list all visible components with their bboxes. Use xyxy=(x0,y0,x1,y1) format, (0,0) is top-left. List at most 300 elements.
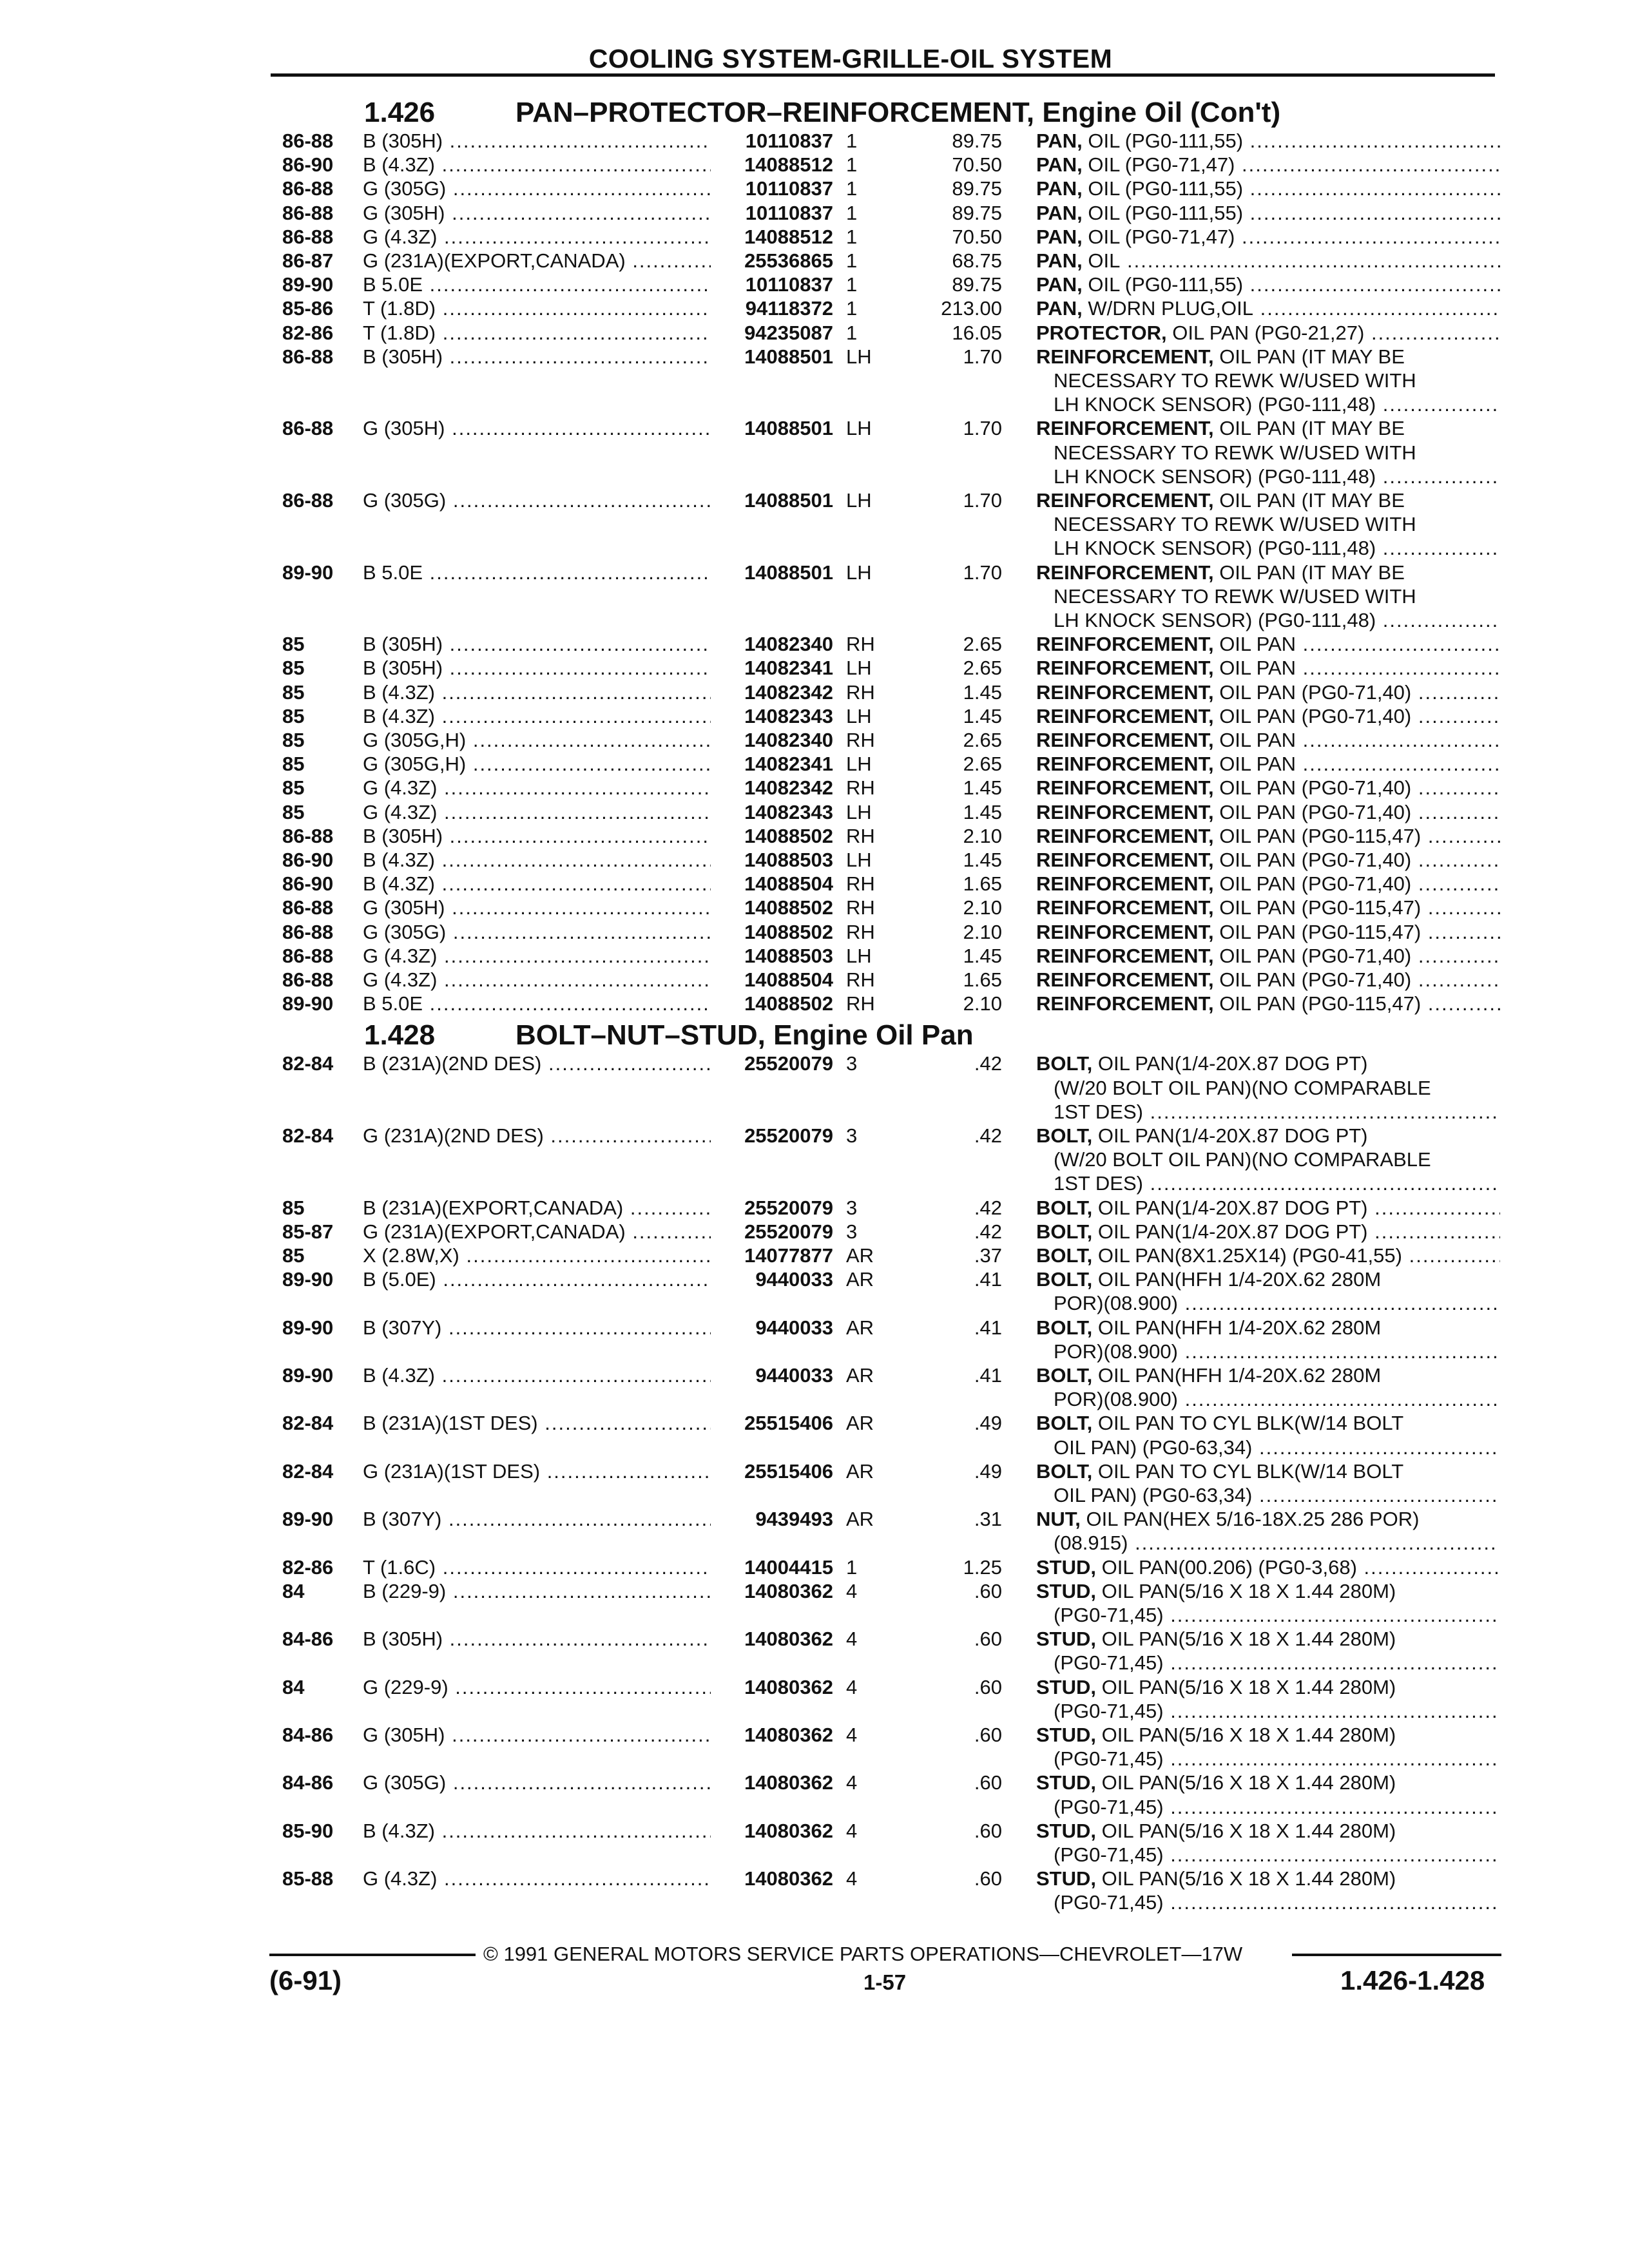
quantity: 3 xyxy=(846,1220,858,1243)
price: 1.70 xyxy=(963,489,1002,512)
part-name: REINFORCEMENT, xyxy=(1036,968,1214,991)
part-row xyxy=(0,776,1629,800)
model-year: 86-90 xyxy=(282,872,334,895)
part-number: 14077877 xyxy=(744,1244,833,1267)
part-description xyxy=(1036,225,1500,249)
part-description xyxy=(1036,1723,1500,1747)
description-continuation: OIL PAN) (PG0-63,34) ..... xyxy=(1054,1483,1498,1507)
part-name: STUD, xyxy=(1036,1556,1096,1579)
description-continuation: LH KNOCK SENSOR) (PG0-111,48) ..... xyxy=(1054,465,1498,488)
part-row xyxy=(0,416,1629,440)
quantity: LH xyxy=(846,801,872,823)
part-row-continuation xyxy=(0,1148,1629,1171)
quantity: AR xyxy=(846,1316,874,1339)
part-row-continuation xyxy=(0,1699,1629,1723)
quantity: LH xyxy=(846,753,872,775)
part-detail: OIL (PG0-111,55) xyxy=(1082,177,1244,200)
price: .42 xyxy=(974,1220,1002,1243)
price: 68.75 xyxy=(952,249,1002,272)
section-title: PAN–PROTECTOR–REINFORCEMENT, Engine Oil (Con't) xyxy=(516,97,1281,128)
quantity: AR xyxy=(846,1508,874,1530)
part-description xyxy=(1036,968,1500,992)
model-code: B (4.3Z) ..... xyxy=(363,153,711,177)
model-year: 82-84 xyxy=(282,1412,334,1434)
part-name: REINFORCEMENT, xyxy=(1036,945,1214,967)
part-number: 14082340 xyxy=(744,633,833,655)
part-row-continuation xyxy=(0,441,1629,465)
part-detail: OIL PAN(1/4-20X.87 DOG PT) xyxy=(1092,1196,1368,1219)
description-continuation: (W/20 BOLT OIL PAN)(NO COMPARABLE xyxy=(1054,1077,1431,1099)
part-row xyxy=(0,273,1629,296)
model-code: G (231A)(2ND DES) ..... xyxy=(363,1124,711,1148)
price: 1.45 xyxy=(963,849,1002,871)
part-row xyxy=(0,920,1629,944)
part-name: PAN, xyxy=(1036,130,1083,152)
part-number: 14088504 xyxy=(744,968,833,991)
part-row xyxy=(0,872,1629,896)
part-number: 10110837 xyxy=(745,130,833,152)
model-year: 86-87 xyxy=(282,249,334,272)
price: .37 xyxy=(974,1244,1002,1267)
part-row-continuation xyxy=(0,1340,1629,1363)
part-name: STUD, xyxy=(1036,1771,1096,1794)
part-row xyxy=(0,1819,1629,1843)
part-name: BOLT, xyxy=(1036,1124,1093,1147)
part-detail: OIL PAN(HFH 1/4-20X.62 280M xyxy=(1092,1364,1382,1387)
part-number: 14082342 xyxy=(744,776,833,799)
part-number: 14088502 xyxy=(744,825,833,847)
quantity: RH xyxy=(846,633,875,655)
part-name: BOLT, xyxy=(1036,1244,1093,1267)
description-continuation: (PG0-71,45) ..... xyxy=(1054,1747,1498,1771)
model-year: 86-88 xyxy=(282,202,334,224)
description-continuation: POR)(08.900) ..... xyxy=(1054,1291,1498,1315)
part-description xyxy=(1036,153,1500,177)
model-code: B (4.3Z) ..... xyxy=(363,848,711,872)
price: 70.50 xyxy=(952,153,1002,176)
part-name: REINFORCEMENT, xyxy=(1036,825,1214,847)
model-code: G (231A)(EXPORT,CANADA) ..... xyxy=(363,1220,711,1244)
part-detail: OIL (PG0-111,55) xyxy=(1082,130,1244,152)
part-row-continuation xyxy=(0,1436,1629,1459)
part-detail: OIL PAN (PG0-21,27) xyxy=(1166,322,1365,344)
part-row-continuation xyxy=(0,512,1629,536)
price: .41 xyxy=(974,1364,1002,1387)
part-detail: OIL PAN (PG0-71,40) xyxy=(1213,968,1412,991)
part-name: BOLT, xyxy=(1036,1364,1093,1387)
part-row xyxy=(0,1052,1629,1075)
part-description xyxy=(1036,1627,1500,1651)
model-year: 85 xyxy=(282,1196,305,1219)
model-code: B (231A)(2ND DES) ..... xyxy=(363,1052,711,1075)
model-code: B (5.0E) ..... xyxy=(363,1267,711,1291)
model-year: 85-88 xyxy=(282,1867,334,1890)
part-number: 25536865 xyxy=(744,249,833,272)
part-row xyxy=(0,153,1629,177)
part-detail: OIL PAN (IT MAY BE xyxy=(1213,561,1405,584)
part-detail: OIL PAN (PG0-71,40) xyxy=(1213,681,1412,704)
footer-date-code: (6-91) xyxy=(269,1965,342,1995)
quantity: AR xyxy=(846,1412,874,1434)
part-row-continuation xyxy=(0,1076,1629,1100)
part-description xyxy=(1036,1675,1500,1699)
part-number: 25515406 xyxy=(744,1412,833,1434)
model-code: B 5.0E ..... xyxy=(363,992,711,1015)
part-detail: OIL PAN(5/16 X 18 X 1.44 280M) xyxy=(1096,1867,1396,1890)
quantity: RH xyxy=(846,872,875,895)
quantity: LH xyxy=(846,345,872,368)
part-row xyxy=(0,752,1629,776)
model-year: 84-86 xyxy=(282,1771,334,1794)
part-name: REINFORCEMENT, xyxy=(1036,417,1214,439)
part-row xyxy=(0,632,1629,656)
description-continuation: (PG0-71,45) ..... xyxy=(1054,1795,1498,1819)
price: 1.70 xyxy=(963,417,1002,439)
part-row xyxy=(0,1196,1629,1220)
model-year: 85 xyxy=(282,705,305,727)
part-description xyxy=(1036,896,1500,919)
part-number: 10110837 xyxy=(745,202,833,224)
part-description xyxy=(1036,1771,1500,1794)
part-row-continuation xyxy=(0,1795,1629,1819)
model-year: 85 xyxy=(282,776,305,799)
part-detail: OIL PAN(HFH 1/4-20X.62 280M xyxy=(1092,1268,1382,1291)
footer-section-range: 1.426-1.428 xyxy=(1340,1965,1485,1995)
part-description xyxy=(1036,177,1500,200)
price: .60 xyxy=(974,1580,1002,1602)
part-detail: OIL PAN (PG0-71,40) xyxy=(1213,705,1412,727)
part-detail: OIL PAN (PG0-71,40) xyxy=(1213,801,1412,823)
part-row xyxy=(0,824,1629,848)
part-row xyxy=(0,1244,1629,1267)
price: .60 xyxy=(974,1724,1002,1746)
model-code: B (305H) ..... xyxy=(363,824,711,848)
part-number: 14088503 xyxy=(744,945,833,967)
quantity: 1 xyxy=(846,1556,858,1579)
part-row-continuation xyxy=(0,584,1629,608)
description-continuation: OIL PAN) (PG0-63,34) ..... xyxy=(1054,1436,1498,1459)
part-name: PAN, xyxy=(1036,249,1083,272)
part-description xyxy=(1036,1220,1500,1244)
part-detail: OIL PAN (IT MAY BE xyxy=(1213,417,1405,439)
description-continuation: (08.915) ..... xyxy=(1054,1531,1498,1555)
price: 89.75 xyxy=(952,202,1002,224)
part-description xyxy=(1036,1507,1500,1531)
model-year: 85 xyxy=(282,1244,305,1267)
part-description xyxy=(1036,321,1500,345)
model-year: 86-90 xyxy=(282,153,334,176)
part-detail: OIL PAN(8X1.25X14) (PG0-41,55) xyxy=(1092,1244,1402,1267)
part-row xyxy=(0,1675,1629,1699)
part-number: 14080362 xyxy=(744,1724,833,1746)
part-description xyxy=(1036,1411,1500,1435)
part-description xyxy=(1036,1124,1500,1148)
quantity: 1 xyxy=(846,202,858,224)
model-year: 85 xyxy=(282,633,305,655)
part-number: 9440033 xyxy=(755,1364,833,1387)
quantity: RH xyxy=(846,776,875,799)
model-year: 82-84 xyxy=(282,1124,334,1147)
quantity: AR xyxy=(846,1268,874,1291)
part-number: 14080362 xyxy=(744,1628,833,1650)
model-year: 85-87 xyxy=(282,1220,334,1243)
price: 1.45 xyxy=(963,801,1002,823)
part-detail: W/DRN PLUG,OIL xyxy=(1082,297,1254,320)
model-code: T (1.8D) ..... xyxy=(363,321,711,345)
model-year: 89-90 xyxy=(282,992,334,1015)
description-continuation: NECESSARY TO REWK W/USED WITH xyxy=(1054,369,1416,392)
part-number: 14088501 xyxy=(744,561,833,584)
part-row-continuation xyxy=(0,1171,1629,1195)
price: .60 xyxy=(974,1771,1002,1794)
quantity: 1 xyxy=(846,297,858,320)
price: 70.50 xyxy=(952,226,1002,248)
part-row xyxy=(0,656,1629,680)
model-code: T (1.8D) ..... xyxy=(363,296,711,320)
model-code: B (231A)(1ST DES) ..... xyxy=(363,1411,711,1435)
part-detail: OIL PAN (PG0-71,40) xyxy=(1213,872,1412,895)
description-continuation: POR)(08.900) ..... xyxy=(1054,1340,1498,1363)
price: 2.10 xyxy=(963,992,1002,1015)
part-row-continuation xyxy=(0,1100,1629,1124)
part-row-continuation xyxy=(0,465,1629,488)
part-number: 14088503 xyxy=(744,849,833,871)
quantity: LH xyxy=(846,657,872,679)
model-year: 82-86 xyxy=(282,322,334,344)
model-year: 86-88 xyxy=(282,921,334,943)
price: .42 xyxy=(974,1052,1002,1075)
model-year: 86-88 xyxy=(282,345,334,368)
part-row-continuation xyxy=(0,1843,1629,1867)
part-row-continuation xyxy=(0,1531,1629,1555)
part-description xyxy=(1036,561,1500,584)
description-continuation: LH KNOCK SENSOR) (PG0-111,48) ..... xyxy=(1054,392,1498,416)
price: 1.45 xyxy=(963,945,1002,967)
part-name: BOLT, xyxy=(1036,1460,1093,1483)
part-number: 10110837 xyxy=(745,177,833,200)
model-code: G (229-9) ..... xyxy=(363,1675,711,1699)
model-code: B (307Y) ..... xyxy=(363,1316,711,1340)
part-row xyxy=(0,1267,1629,1291)
price: 2.10 xyxy=(963,921,1002,943)
price: 89.75 xyxy=(952,177,1002,200)
quantity: 3 xyxy=(846,1052,858,1075)
section-heading xyxy=(0,1019,1629,1053)
price: 2.65 xyxy=(963,753,1002,775)
part-description xyxy=(1036,848,1500,872)
section-heading xyxy=(0,97,1629,130)
part-description xyxy=(1036,249,1500,273)
part-description xyxy=(1036,1579,1500,1603)
part-number: 9439493 xyxy=(755,1508,833,1530)
part-detail: OIL PAN (IT MAY BE xyxy=(1213,345,1405,368)
part-row xyxy=(0,1771,1629,1794)
part-detail: OIL PAN(HEX 5/16-18X.25 286 POR) xyxy=(1080,1508,1420,1530)
quantity: 4 xyxy=(846,1580,858,1602)
model-code: B (305H) ..... xyxy=(363,632,711,656)
part-row xyxy=(0,201,1629,225)
model-year: 89-90 xyxy=(282,561,334,584)
description-continuation: (PG0-71,45) ..... xyxy=(1054,1890,1498,1914)
part-number: 14088501 xyxy=(744,417,833,439)
part-detail: OIL PAN(5/16 X 18 X 1.44 280M) xyxy=(1096,1724,1396,1746)
part-description xyxy=(1036,656,1500,680)
description-continuation: 1ST DES) ..... xyxy=(1054,1171,1498,1195)
part-detail: OIL (PG0-111,55) xyxy=(1082,273,1244,296)
part-number: 14080362 xyxy=(744,1771,833,1794)
part-detail: OIL PAN (PG0-71,40) xyxy=(1213,849,1412,871)
description-continuation: LH KNOCK SENSOR) (PG0-111,48) ..... xyxy=(1054,536,1498,560)
part-name: REINFORCEMENT, xyxy=(1036,849,1214,871)
part-row xyxy=(0,249,1629,273)
part-row xyxy=(0,968,1629,992)
section-title: BOLT–NUT–STUD, Engine Oil Pan xyxy=(516,1019,974,1051)
model-year: 84-86 xyxy=(282,1628,334,1650)
part-name: STUD, xyxy=(1036,1676,1096,1698)
quantity: 3 xyxy=(846,1124,858,1147)
quantity: RH xyxy=(846,825,875,847)
model-code: G (4.3Z) ..... xyxy=(363,225,711,249)
part-number: 14080362 xyxy=(744,1867,833,1890)
part-detail: OIL PAN (PG0-71,40) xyxy=(1213,945,1412,967)
model-year: 86-88 xyxy=(282,968,334,991)
part-name: BOLT, xyxy=(1036,1316,1093,1339)
part-detail: OIL PAN(5/16 X 18 X 1.44 280M) xyxy=(1096,1580,1396,1602)
part-description xyxy=(1036,944,1500,968)
model-year: 86-88 xyxy=(282,945,334,967)
part-row xyxy=(0,177,1629,200)
part-row-continuation xyxy=(0,1603,1629,1627)
model-code: G (305G) ..... xyxy=(363,920,711,944)
part-detail: OIL PAN (PG0-71,40) xyxy=(1213,776,1412,799)
part-detail: OIL PAN TO CYL BLK(W/14 BOLT xyxy=(1092,1412,1404,1434)
model-code: B 5.0E ..... xyxy=(363,561,711,584)
model-year: 85 xyxy=(282,801,305,823)
quantity: RH xyxy=(846,992,875,1015)
part-number: 25520079 xyxy=(744,1124,833,1147)
part-number: 14004415 xyxy=(744,1556,833,1579)
part-name: REINFORCEMENT, xyxy=(1036,801,1214,823)
model-code: G (305G) ..... xyxy=(363,488,711,512)
part-number: 14088502 xyxy=(744,992,833,1015)
model-year: 84-86 xyxy=(282,1724,334,1746)
model-code: B (231A)(EXPORT,CANADA) ..... xyxy=(363,1196,711,1220)
price: 213.00 xyxy=(941,297,1002,320)
part-number: 14088502 xyxy=(744,896,833,919)
model-code: G (4.3Z) ..... xyxy=(363,1867,711,1890)
part-number: 94118372 xyxy=(745,297,833,320)
section-number: 1.428 xyxy=(364,1019,436,1051)
quantity: 1 xyxy=(846,322,858,344)
price: .42 xyxy=(974,1124,1002,1147)
quantity: 1 xyxy=(846,130,858,152)
model-year: 85 xyxy=(282,729,305,751)
price: .60 xyxy=(974,1867,1002,1890)
part-row xyxy=(0,1627,1629,1651)
description-continuation: (PG0-71,45) ..... xyxy=(1054,1651,1498,1675)
price: 89.75 xyxy=(952,273,1002,296)
part-row xyxy=(0,1459,1629,1483)
quantity: AR xyxy=(846,1364,874,1387)
part-detail: OIL PAN (IT MAY BE xyxy=(1213,489,1405,512)
description-continuation: NECESSARY TO REWK W/USED WITH xyxy=(1054,585,1416,608)
model-code: G (4.3Z) ..... xyxy=(363,776,711,800)
part-number: 14082341 xyxy=(744,753,833,775)
part-detail: OIL xyxy=(1082,249,1121,272)
price: 2.10 xyxy=(963,825,1002,847)
part-number: 9440033 xyxy=(755,1268,833,1291)
model-code: G (305G,H) ..... xyxy=(363,752,711,776)
part-name: REINFORCEMENT, xyxy=(1036,345,1214,368)
price: .42 xyxy=(974,1196,1002,1219)
header-rule xyxy=(271,73,1495,77)
model-code: B (305H) ..... xyxy=(363,1627,711,1651)
part-name: STUD, xyxy=(1036,1820,1096,1842)
part-name: BOLT, xyxy=(1036,1412,1093,1434)
part-description xyxy=(1036,1316,1500,1340)
price: .49 xyxy=(974,1412,1002,1434)
description-continuation: (PG0-71,45) ..... xyxy=(1054,1603,1498,1627)
quantity: 4 xyxy=(846,1724,858,1746)
part-detail: OIL PAN(5/16 X 18 X 1.44 280M) xyxy=(1096,1676,1396,1698)
model-year: 86-88 xyxy=(282,177,334,200)
quantity: 1 xyxy=(846,177,858,200)
part-row-continuation xyxy=(0,608,1629,632)
quantity: 1 xyxy=(846,249,858,272)
part-name: NUT, xyxy=(1036,1508,1081,1530)
part-detail: OIL (PG0-111,55) xyxy=(1082,202,1244,224)
model-code: G (4.3Z) ..... xyxy=(363,800,711,824)
quantity: LH xyxy=(846,561,872,584)
part-row xyxy=(0,129,1629,153)
model-code: G (305H) ..... xyxy=(363,896,711,919)
model-year: 84 xyxy=(282,1580,305,1602)
model-code: B (307Y) ..... xyxy=(363,1507,711,1531)
part-name: BOLT, xyxy=(1036,1052,1093,1075)
model-year: 85 xyxy=(282,753,305,775)
part-description xyxy=(1036,728,1500,752)
part-row xyxy=(0,704,1629,728)
model-code: B (4.3Z) ..... xyxy=(363,680,711,704)
part-description xyxy=(1036,416,1500,440)
part-detail: OIL PAN (PG0-115,47) xyxy=(1213,921,1422,943)
model-year: 86-90 xyxy=(282,849,334,871)
quantity: 4 xyxy=(846,1820,858,1842)
part-row-continuation xyxy=(0,1747,1629,1771)
part-name: STUD, xyxy=(1036,1724,1096,1746)
part-number: 25520079 xyxy=(744,1196,833,1219)
part-detail: OIL PAN(1/4-20X.87 DOG PT) xyxy=(1092,1220,1368,1243)
part-description xyxy=(1036,1819,1500,1843)
part-description xyxy=(1036,824,1500,848)
price: 2.65 xyxy=(963,729,1002,751)
part-description xyxy=(1036,345,1500,369)
model-year: 82-84 xyxy=(282,1052,334,1075)
price: .60 xyxy=(974,1628,1002,1650)
part-number: 14080362 xyxy=(744,1580,833,1602)
part-row xyxy=(0,1124,1629,1148)
part-name: REINFORCEMENT, xyxy=(1036,753,1214,775)
model-code: X (2.8W,X) ..... xyxy=(363,1244,711,1267)
description-continuation: (PG0-71,45) ..... xyxy=(1054,1843,1498,1867)
part-row xyxy=(0,800,1629,824)
part-name: PAN, xyxy=(1036,226,1083,248)
description-continuation: LH KNOCK SENSOR) (PG0-111,48) ..... xyxy=(1054,608,1498,632)
part-row xyxy=(0,848,1629,872)
part-name: REINFORCEMENT, xyxy=(1036,561,1214,584)
quantity: LH xyxy=(846,417,872,439)
part-row xyxy=(0,680,1629,704)
